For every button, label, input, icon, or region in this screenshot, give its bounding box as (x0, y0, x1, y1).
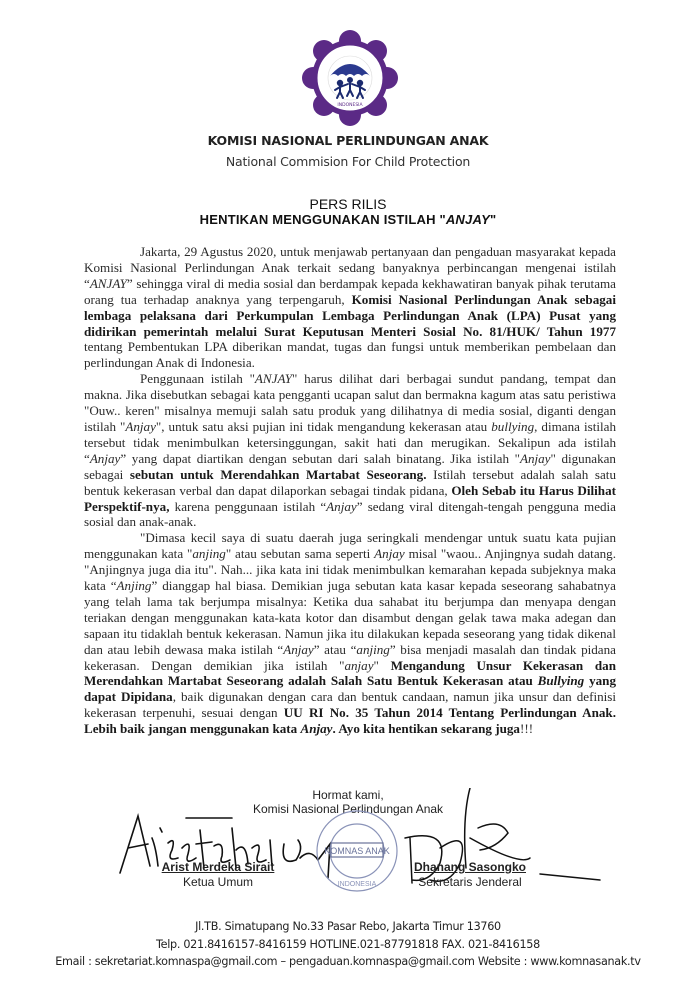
emphasis-italic: anjing (356, 641, 390, 657)
emphasis-italic: Anjay (89, 450, 121, 466)
paragraph: "Dimasa kecil saya di suatu daerah juga seringkali mendengar untuk suatu kata pujian menggunakan kata "anjing" atau sebutan sama seperti Anjay misal "waou.. Anjingnya sudah datang. "Anjingnya juga dia itu". Nah... jika kata ini tidak menimbulkan kemarahan kepada subjeknya maka kata “Anjing” dianggap hal biasa. Demikian juga sebutan kata kasar kepada seseorang sahabatnya yang telah lama tak berjumpa misalnya: Ketika dua sahabat itu berjumpa dan menyapa dengan teriakan dengan menggunakan kata-kata kotor dan disambut dengan gelak tawa maka adegan dan sapaan itu tidaklah bentuk kekerasan. Namun jika itu dilakukan kepada seseorang yang tidak dikenal dan atau lebih dewasa maka istilah “Anjay” atau “anjing” bisa menjadi masalah dan tindak pidana kekerasan. Dengan demikian jika istilah "anjay" Mengandung Unsur Kekerasan dan Merendahkan Martabat Seseorang adalah Salah Satu Bentuk Kekerasan atau Bullying yang dapat Dipidana, baik digunakan dengan cara dan bentuk candaan, namun jika unsur dan definisi kekerasan terpenuhi, sesuai dengan UU RI No. 35 Tahun 2014 Tentang Perlindungan Anak. Lebih baik jangan menggunakan kata Anjay. Ayo kita hentikan sekarang juga!!! (84, 530, 616, 737)
document-headline: HENTIKAN MENGGUNAKAN ISTILAH "ANJAY" (199, 212, 497, 227)
paragraph: Jakarta, 29 Agustus 2020, untuk menjawab pertanyaan dan pengaduan masyarakat kepada Komisi Nasional Perlindungan Anak terkait sedang banyaknya perbincangan mengenai istilah “ANJAY” sehingga viral di media sosial dan berdampak kepada kekhawatiran banyak pihak terutama orang tua terhadap anaknya yang terpengaruh, Komisi Nasional Perlindungan Anak sebagai lembaga pelaksana dari Perkumpulan Lembaga Perlindungan Anak (LPA) Pusat yang didirikan pemerintah melalui Surat Keputusan Menteri Sosial No. 81/HUK/ Tahun 1977 tentang Pembentukan LPA diberikan mandat, tugas dan fungsi untuk memberikan pembelaan dan perlindungan Anak di Indonesia. (84, 244, 616, 371)
footer-contact: Email : sekretariat.komnaspa@gmail.com – pengaduan.komnaspa@gmail.com Website : www.komnasanak.tv (55, 955, 641, 968)
footer-phone: Telp. 021.8416157-8416159 HOTLINE.021-87791818 FAX. 021-8416158 (156, 938, 540, 951)
document-type-title: PERS RILIS (309, 196, 387, 212)
emphasis-italic: Anjing (116, 578, 152, 594)
signer-role: Sekretaris Jenderal (418, 875, 522, 889)
emphasis-italic: anjing (192, 546, 226, 562)
org-name-english: National Commision For Child Protection (225, 154, 471, 169)
emphasis-bold: Oleh Sebab itu Harus Dilihat Perspektif-nya, (84, 482, 616, 514)
signer-chairman (148, 860, 288, 889)
emphasis-italic: ANJAY (254, 371, 293, 387)
closing-salutation: Hormat kami, (312, 788, 384, 802)
emphasis-bold: Bullying (537, 673, 585, 689)
emphasis-bold: sebutan untuk Merendahkan Martabat Seseorang. (129, 466, 427, 482)
closing-organization: Komisi Nasional Perlindungan Anak (252, 802, 444, 816)
signer-secretary-general (400, 860, 540, 889)
signature-area (0, 788, 696, 908)
emphasis-italic: Anjay (125, 418, 156, 434)
signer-name: Dhanang Sasongko (413, 860, 526, 874)
stamp-text: KOMNAS ANAK (324, 846, 390, 856)
emphasis-italic: Anjay (326, 498, 357, 514)
stamp-bottom-text: INDONESIA (337, 881, 377, 888)
footer-address: Jl.TB. Simatupang No.33 Pasar Rebo, Jakarta Timur 13760 (195, 920, 501, 933)
komnas-anak-logo (300, 30, 400, 126)
org-name: KOMISI NASIONAL PERLINDUNGAN ANAK (207, 133, 489, 148)
logo-bottom-text: INDONESIA (337, 103, 363, 108)
emphasis-italic: anjay (344, 657, 374, 673)
emphasis-bold: Komisi Nasional Perlindungan Anak sebagai lembaga pelaksana dari Perkumpulan Lembaga Perlindungan Anak (LPA) Pusat yang didirikan pemerintah melalui Surat Keputusan Menteri Sosial No. 81/HUK/ Tahun 1977 (84, 291, 616, 339)
emphasis-italic: bullying (491, 418, 535, 434)
emphasis-bold: Mengandung Unsur Kekerasan dan Merendahkan Martabat Seseorang adalah Salah Satu Bentuk Kekerasan atau (84, 657, 616, 689)
emphasis-italic: Anjay (374, 546, 405, 562)
emphasis-bold: . Ayo kita hentikan sekarang juga (332, 721, 520, 737)
emphasis-italic: ANJAY (89, 275, 127, 291)
emphasis-bold: UU RI No. 35 Tahun 2014 Tentang Perlindungan Anak. Lebih baik jangan menggunakan kata (84, 705, 616, 737)
emphasis-italic: Anjay (519, 450, 551, 466)
signer-name: Arist Merdeka Sirait (161, 860, 275, 874)
paragraph: Penggunaan istilah "ANJAY" harus dilihat dari berbagai sundut pandang, tempat dan makna. Jika disebutkan sebagai kata pengganti ucapan salut dan bermakna kagum atas satu peristiwa "Ouw.. keren" misalnya memuji salah satu produk yang dilihatnya di media sosial, diganti dengan istilah "Anjay", untuk satu aksi pujian ini tidak mengandung kekerasan atau bullying, dimana istilah tersebut tidak menimbulkan ketersinggungan, sakit hati dan merugikan. Sekalipun ada istilah “Anjay” yang dapat diartikan dengan sebutan dari salah binatang. Jika istilah "Anjay" digunakan sebagai sebutan untuk Merendahkan Martabat Seseorang. Istilah tersebut adalah salah satu bentuk kekerasan verbal dan dapat dilaporkan sebagai tindak pidana, Oleh Sebab itu Harus Dilihat Perspektif-nya, karena penggunaan istilah “Anjay” sedang viral ditengah-tengah pengguna media sosial dan anak-anak. (84, 371, 616, 530)
signer-role: Ketua Umum (182, 875, 254, 889)
emphasis-bold: Anjay (300, 721, 333, 737)
emphasis-italic: Anjay (283, 641, 314, 657)
emphasis-bold: yang dapat Dipidana (84, 673, 616, 705)
press-release-body (84, 244, 616, 737)
